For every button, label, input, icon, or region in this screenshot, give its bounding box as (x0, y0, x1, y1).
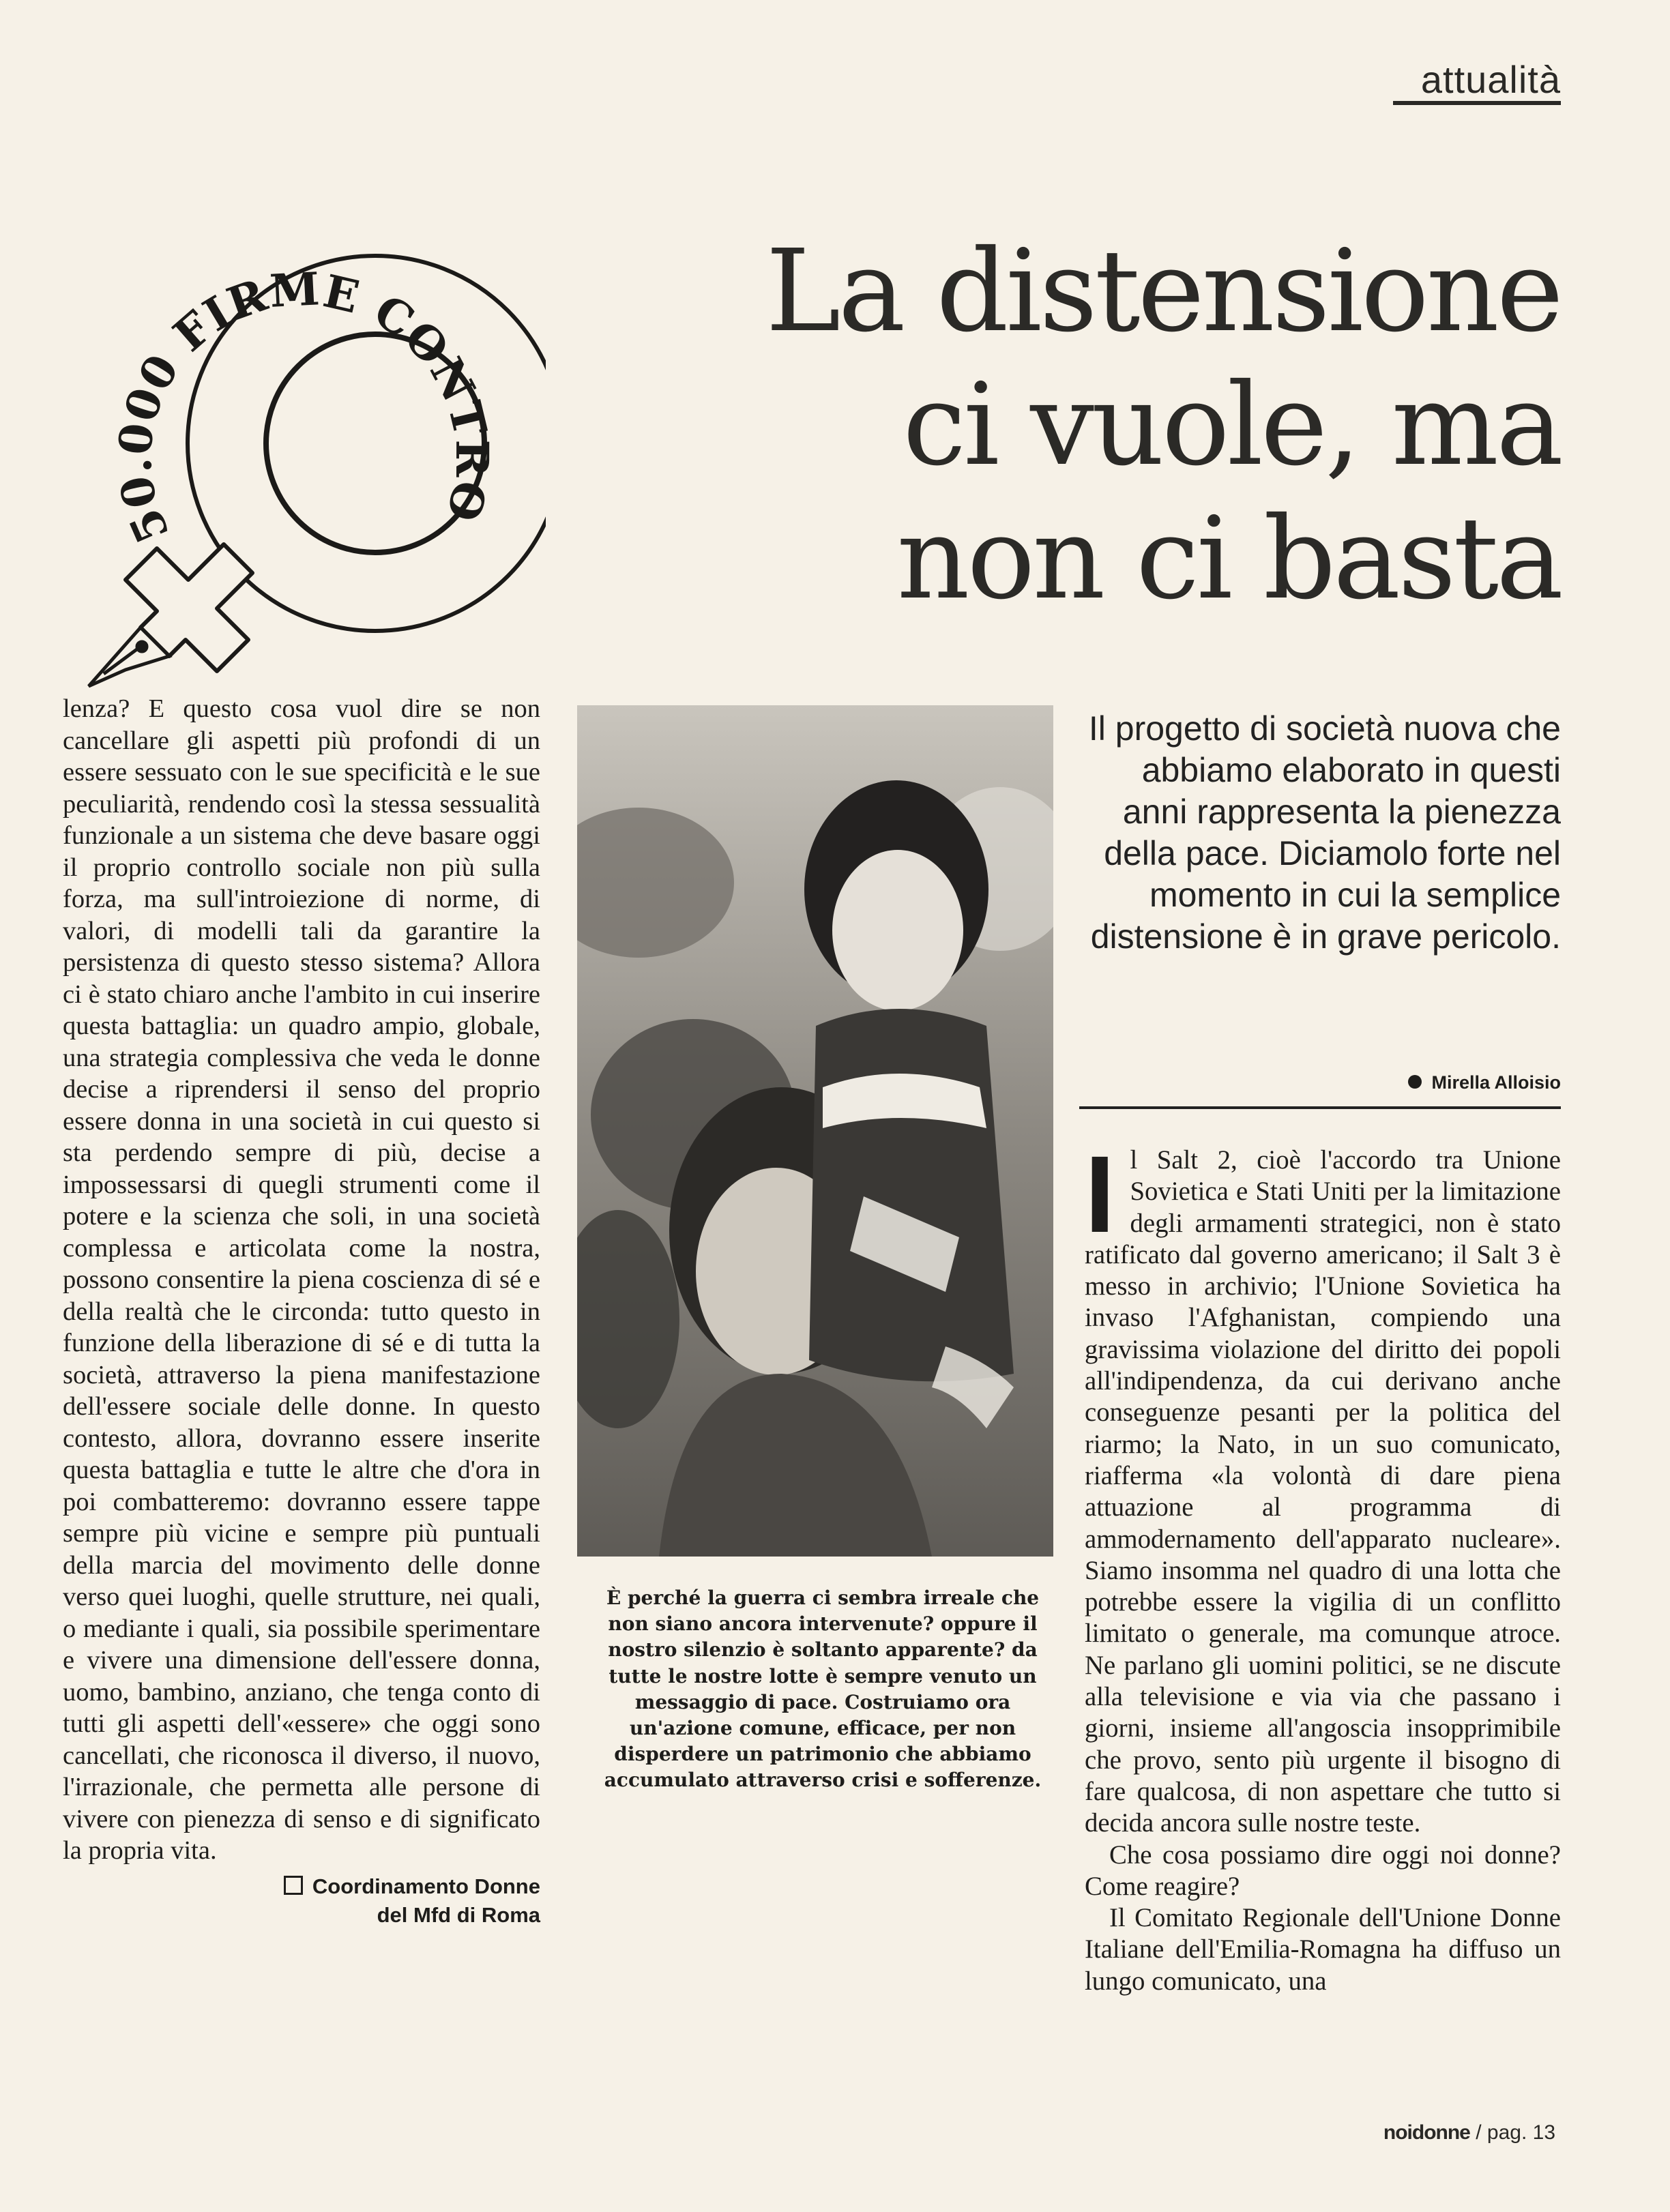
author-byline (1408, 1072, 1561, 1093)
left-column-article (63, 693, 540, 1930)
venus-pen-emblem (55, 225, 546, 696)
signature (63, 1872, 540, 1930)
page-footer (1383, 2121, 1555, 2144)
author-name: Mirella Alloisio (1431, 1072, 1561, 1093)
headline-line-3: non ci basta (896, 493, 1561, 625)
right-paragraph-2: Che cosa possiamo dire oggi noi donne? Come reagire? (1085, 1840, 1561, 1901)
photo-caption: È perché la guerra ci sembra irreale che non siano ancora intervenute? oppure il nostro silenzio è soltanto apparente? da tutte le nostre lotte è sempre venuto un messaggio di pace. Costruiamo ora un'azione comune, efficace, per non disperdere un patrimonio che abbiamo accumulato attraverso crisi e sofferenze. (604, 1587, 1042, 1792)
section-label: attualità (1420, 58, 1561, 101)
headline-line-1: La distensione (765, 226, 1561, 357)
headline (538, 225, 1561, 626)
right-paragraph-1: l Salt 2, cioè l'accordo tra Unione Sovietica e Stati Uniti per la limitazione degli armamenti strategici, non è stato ratificato dal governo americano; il Salt 3 è messo in archivio; l'Unione Sovietica ha invaso l'Afghanistan, compiendo una gravissima violazione del diritto dei popoli all'indipendenza, da cui derivano anche conseguenze pesanti per la politica del riarmo; la Nato, in un suo comunicato, riafferma «la volontà di dare piena attuazione al programma di ammodernamento dell'apparato nucleare». Siamo insomma nel quadro di una lotta che potrebbe essere la vigilia di un conflitto limitato o generale, ma comunque atroce. Ne parlano gli uomini politici, se ne discute alla televisione e via via che passano i giorni, insieme all'angoscia insopprimibile che provo, sento più urgente il bisogno di fare qualcosa, di non aspettare che tutto si decida ancora sulle nostre teste. (1085, 1145, 1561, 1838)
right-paragraph-3: Il Comitato Regionale dell'Unione Donne Italiane dell'Emilia-Romagna ha diffuso un lungo comunicato, una (1085, 1903, 1561, 1996)
section-underline (1393, 101, 1561, 105)
checkbox-bullet-icon (284, 1876, 303, 1895)
photo-woman-child (577, 705, 1053, 1557)
emblem-arc-text: 50.000 FIRME CONTRO (108, 262, 499, 551)
footer-separator: / (1476, 2121, 1482, 2144)
signature-line-2: del Mfd di Roma (377, 1902, 540, 1927)
signature-line-1: Coordinamento Donne (312, 1874, 540, 1898)
page-number: pag. 13 (1486, 2121, 1555, 2144)
byline-divider (1079, 1106, 1561, 1109)
left-column-body: lenza? E questo cosa vuol dire se non cancellare gli aspetti più profondi di un essere sessuato con le sue specificità e le sue peculiarità, rendendo così la stessa sessualità funzionale a un sistema che deve basare oggi il proprio controllo sociale non più sulla forza, ma sull'introiezione di norme, di valori, di modelli tali da garantire la persistenza di questo stesso sistema? Allora ci è stato chiaro anche l'ambito in cui inserire questa battaglia: un quadro ampio, globale, una strategia complessiva che veda le donne decise a riprendersi il senso del proprio essere donna in una società in cui questo si sta perdendo sempre di più, decise a impossessarsi di quegli strumenti come il potere e la scienza che soli, in una società complessa e articolata come la nostra, possono consentire la piena coscienza di sé e della realtà che le circonda: tutto questo in funzione della liberazione di sé e di tutta la società, attraverso la piena manifestazione dell'essere sociale delle donne. In questo contesto, allora, dovranno essere inserite questa battaglia e tutte le altre che d'ora in poi combatteremo: dovranno essere tappe sempre più vicine e sempre più puntuali della marcia del movimento delle donne verso quei luoghi, quelle strutture, nei quali, o mediante i quali, sia possibile sperimentare e vivere una dimensione dell'essere donna, uomo, bambino, anziano, che tenga conto di tutti gli aspetti dell'«essere» che oggi sono cancellati, che riconosca il diverso, il nuovo, l'irrazionale, che permetta alle persone di vivere con pienezza di senso e di significato la propria vita. (63, 694, 540, 1865)
right-column-article (1085, 1133, 1561, 1997)
magazine-logo: noidonne (1383, 2121, 1470, 2144)
headline-line-2: ci vuole, ma (903, 359, 1561, 491)
svg-text:50.000 FIRME CONTRO LA VIOLENZ (55, 225, 499, 550)
article-deck: Il progetto di società nuova che abbiamo elaborato in questi anni rappresenta la pienezza della pace. Diciamolo forte nel momento in cui la semplice distensione è in grave pericolo. (1088, 709, 1561, 956)
bullet-dot-icon (1408, 1075, 1422, 1089)
drop-cap: I (1085, 1133, 1115, 1255)
